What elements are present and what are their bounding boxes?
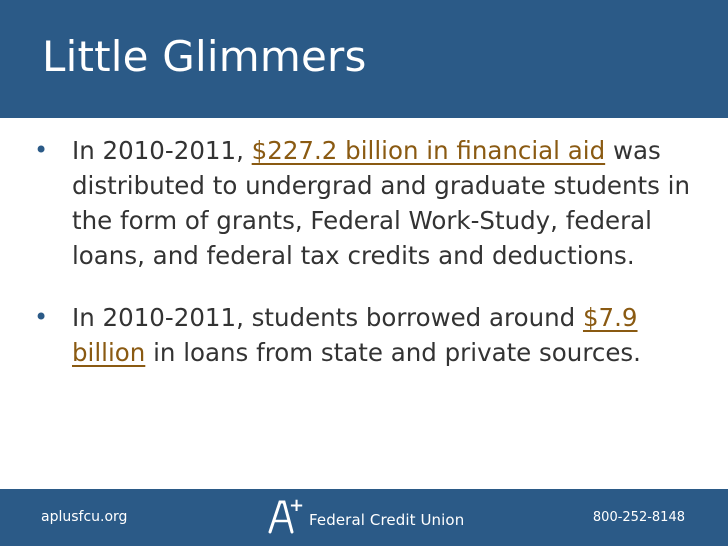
footer-bar [0,489,728,546]
bullet-text-segment: was distributed to undergrad and graduate students in the form of grants, Federal Work-Study, federal loans, and federal tax credits and deductions. [72,136,691,270]
bullet-text-segment: in loans from state and private sources. [145,338,641,367]
bullet-text [72,303,641,367]
title-bar [0,0,728,118]
slide-title: Little Glimmers [42,32,367,81]
bullet-dot-icon: • [34,136,49,164]
bullet-text-segment: In 2010-2011, [72,136,252,165]
footer-phone: 800-252-8148 [592,510,685,525]
bullet-text-segment: In 2010-2011, students borrowed around [72,303,583,332]
footer-logo-text: Federal Credit Union [309,511,465,529]
bullet-item-2 [30,300,690,370]
footer-logo [266,495,465,534]
footer-website: aplusfcu.org [41,509,128,525]
credit-union-logo-icon [266,495,305,534]
bullet-list [30,133,690,397]
bullet-dot-icon: • [34,303,49,331]
bullet-item-1 [30,133,690,273]
financial-aid-link[interactable]: $227.2 billion in financial aid [251,136,606,165]
loans-amount-link[interactable]: $7.9 billion [72,303,638,367]
logo-plus-icon: + [289,495,305,516]
bullet-text [72,136,690,270]
